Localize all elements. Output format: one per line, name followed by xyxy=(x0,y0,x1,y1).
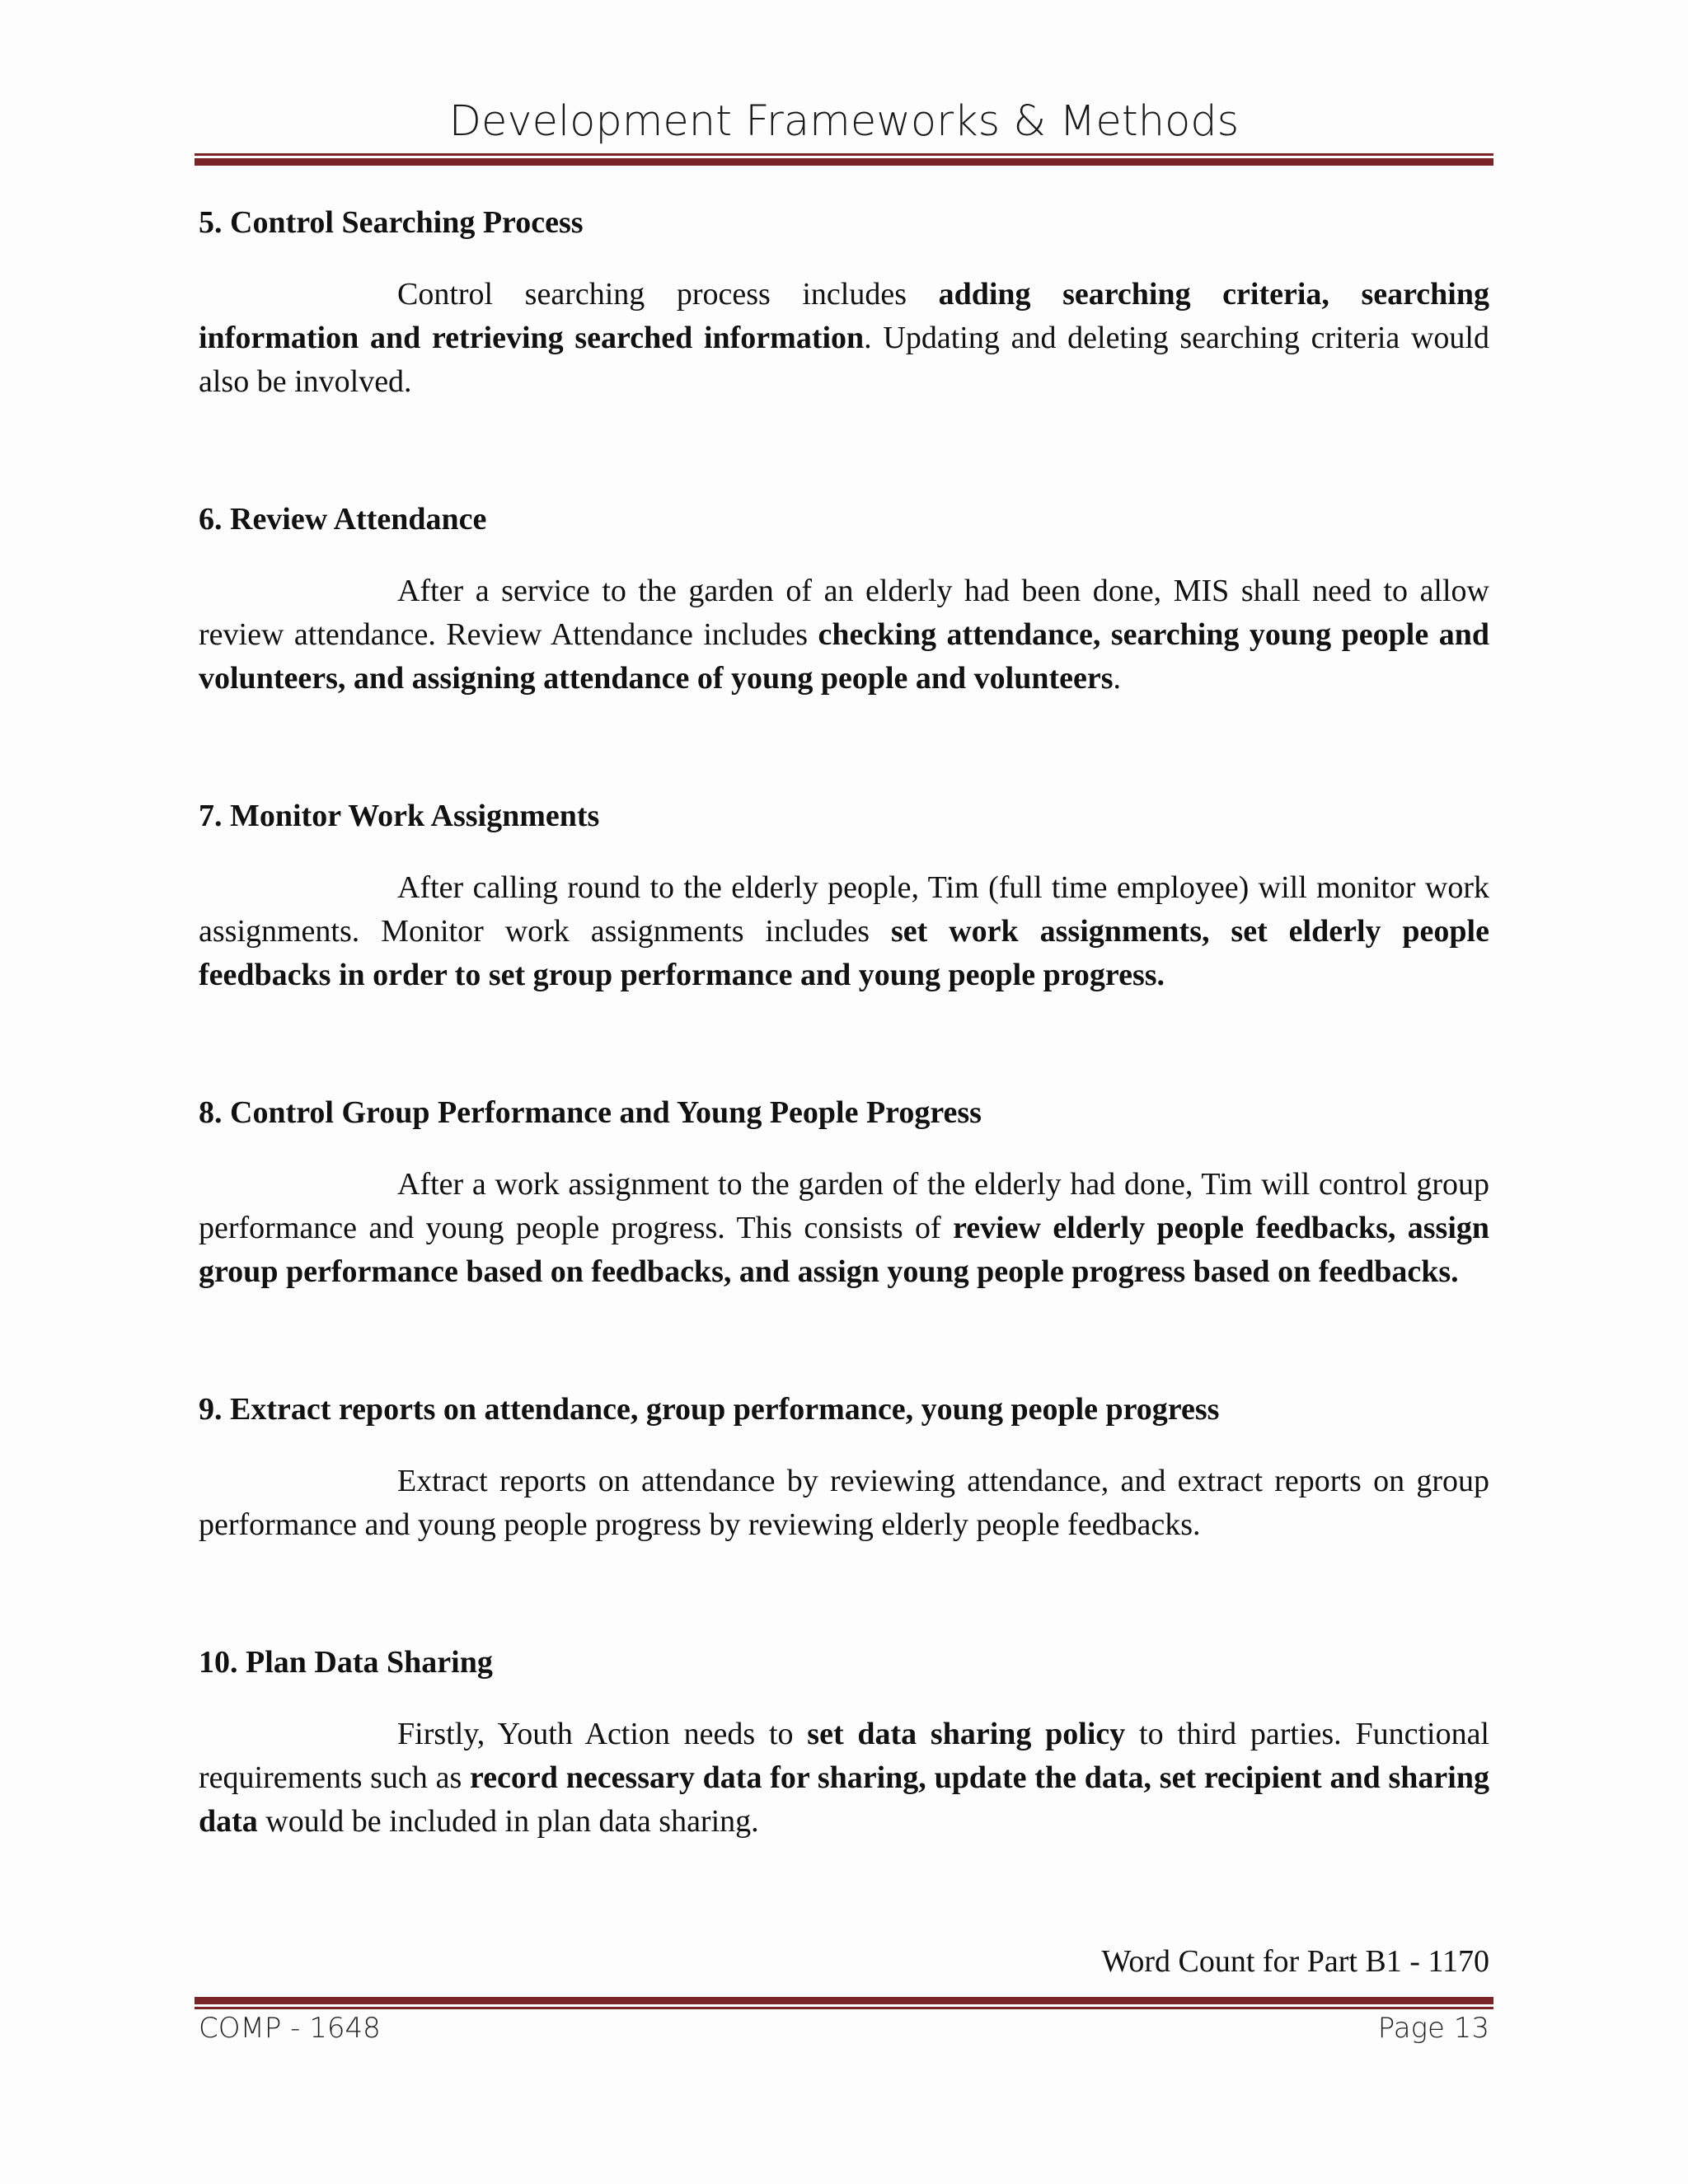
bold-text: review elderly people feedbacks, assign group performance based on feedbacks, and assign young people progress based on feedbacks. xyxy=(199,1211,1490,1289)
footer-course-code: COMP - 1648 xyxy=(199,2012,381,2045)
document-body xyxy=(199,201,1489,1844)
section-heading: 7. Monitor Work Assignments xyxy=(199,799,600,833)
body-text: After a service to the garden of an elderly had been done, MIS shall need to allow review attendance. Review Attendance includes xyxy=(199,574,1489,652)
bold-text: checking attendance, searching young people and volunteers, and assigning attendance of young people and volunteers xyxy=(199,617,1490,696)
header-rule xyxy=(195,153,1493,166)
section xyxy=(199,1641,1489,1844)
section-heading: 9. Extract reports on attendance, group performance, young people progress xyxy=(199,1392,1220,1427)
body-text: After a work assignment to the garden of the elderly had done, Tim will control group performance and young people progress. This consists of xyxy=(199,1167,1489,1245)
section-paragraph xyxy=(199,1163,1489,1294)
section-paragraph xyxy=(199,866,1489,997)
section-heading: 8. Control Group Performance and Young People Progress xyxy=(199,1095,982,1130)
section-heading: 6. Review Attendance xyxy=(199,502,487,537)
section-paragraph xyxy=(199,273,1489,404)
bold-text: set data sharing policy xyxy=(807,1717,1126,1751)
bold-text: adding searching criteria, searching information and retrieving searched information xyxy=(199,277,1489,355)
bold-text: record necessary data for sharing, update the data, set recipient and sharing data xyxy=(199,1760,1489,1839)
body-text: . Updating and deleting searching criteria would also be involved. xyxy=(199,321,1489,399)
section-paragraph xyxy=(199,1460,1489,1547)
section-heading: 10. Plan Data Sharing xyxy=(199,1645,493,1680)
section xyxy=(199,498,1489,701)
body-text: After calling round to the elderly people, Tim (full time employee) will monitor work assignments. Monitor work assignments includes xyxy=(199,870,1489,949)
section xyxy=(199,1091,1489,1294)
body-text: to third parties. Functional requirements such as xyxy=(199,1717,1489,1795)
body-text: Extract reports on attendance by reviewing attendance, and extract reports on group performance and young people progress by reviewing elderly people feedbacks. xyxy=(199,1464,1489,1542)
body-text: Firstly, Youth Action needs to xyxy=(397,1717,808,1751)
section xyxy=(199,201,1489,404)
bold-text: set work assignments, set elderly people feedbacks in order to set group performance and young people progress. xyxy=(199,914,1489,992)
section-heading: 5. Control Searching Process xyxy=(199,205,584,240)
section-paragraph xyxy=(199,569,1489,701)
body-text: . xyxy=(1113,661,1122,696)
footer-rule xyxy=(195,1997,1493,2009)
footer-page-number: Page 13 xyxy=(1377,2012,1489,2045)
page-header-title: Development Frameworks & Methods xyxy=(448,97,1240,146)
word-count: Word Count for Part B1 - 1170 xyxy=(1101,1944,1489,1979)
section-paragraph xyxy=(199,1713,1489,1844)
section xyxy=(199,794,1489,997)
body-text: would be included in plan data sharing. xyxy=(257,1804,759,1839)
section xyxy=(199,1388,1489,1547)
body-text: Control searching process includes xyxy=(397,277,939,312)
